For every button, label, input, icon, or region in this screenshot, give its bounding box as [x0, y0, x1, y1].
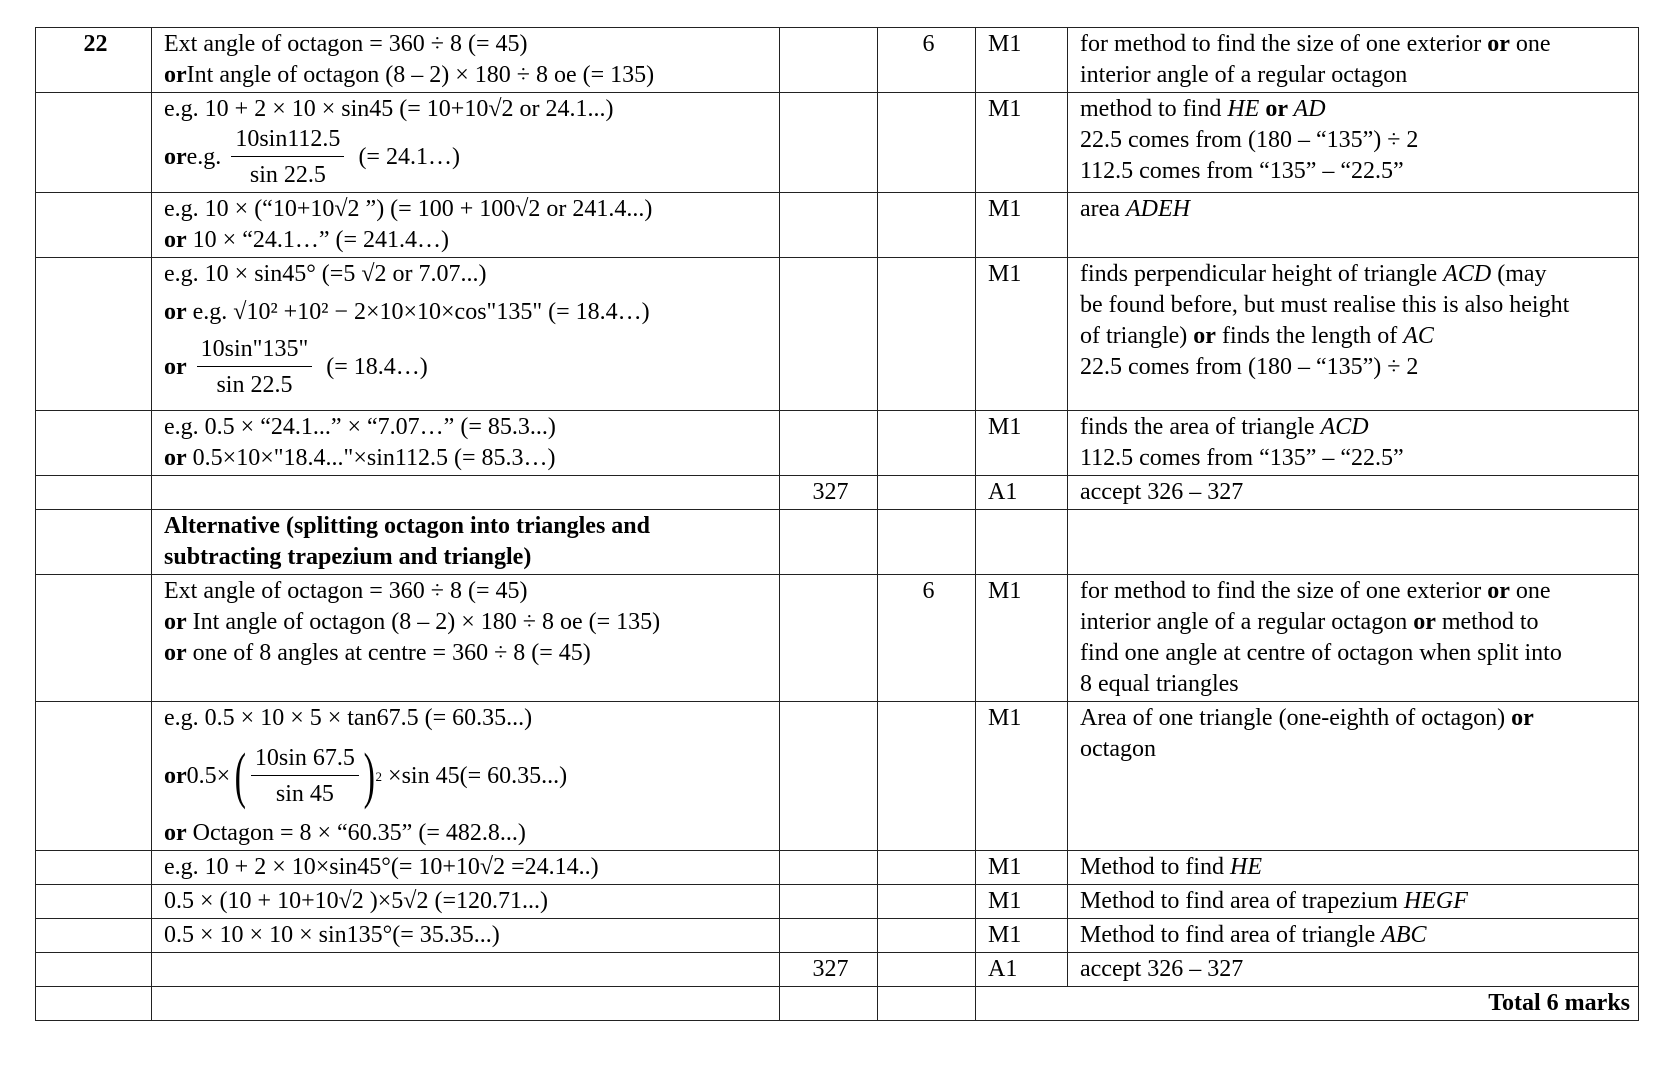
- notes-cell: Method to find HE: [1068, 851, 1639, 885]
- table-row: [36, 851, 1639, 885]
- notes-cell: method to find HE or AD 22.5 comes from (180 – “135”) ÷ 2 112.5 comes from “135” – “22.5”: [1068, 93, 1639, 193]
- mark-code: M1: [976, 193, 1068, 258]
- fraction: $\frac{10\sin 112.5}{\sin 22.5}$: [231, 122, 344, 193]
- table-row: [36, 987, 1639, 1021]
- table-row: [36, 93, 1639, 193]
- mark-code: A1: [976, 953, 1068, 987]
- table-row: [36, 411, 1639, 476]
- working-cell: 0.5 × 10 × 10 × sin135°(= 35.35...): [152, 919, 780, 953]
- working-cell: Ext angle of octagon = 360 ÷ 8 (= 45) orInt angle of octagon (8 – 2) × 180 ÷ 8 oe (= 135): [152, 28, 780, 93]
- working-cell: Ext angle of octagon = 360 ÷ 8 (= 45) or Int angle of octagon (8 – 2) × 180 ÷ 8 oe (= 135) or one of 8 angles at centre = 360 ÷ 8 (= 45): [152, 575, 780, 702]
- answer-cell: [780, 28, 878, 93]
- notes-cell: finds the area of triangle ACD 112.5 comes from “135” – “22.5”: [1068, 411, 1639, 476]
- table-row: [36, 885, 1639, 919]
- table-row: [36, 28, 1639, 93]
- mark-cell: 6: [878, 575, 976, 702]
- mark-code: M1: [976, 258, 1068, 411]
- table-row: [36, 258, 1639, 411]
- working-cell: e.g. 10 + 2 × 10 × sin45 (= 10+10√2 or 24.1...) or e.g. $\frac{10\sin 112.5}{\sin 22.5}$ (= 24.1…): [152, 93, 780, 193]
- total-marks: Total 6 marks: [976, 987, 1639, 1021]
- answer-cell: 327: [780, 953, 878, 987]
- working-cell: e.g. 10 × (“10+10√2 ”) (= 100 + 100√2 or 241.4...) or 10 × “24.1…” (= 241.4…): [152, 193, 780, 258]
- fraction: $\frac{10\sin 67.5}{\sin 45}$: [251, 741, 359, 812]
- table-row: [36, 575, 1639, 702]
- table-row: [36, 193, 1639, 258]
- mark-code: M1: [976, 575, 1068, 702]
- question-number: 22: [36, 28, 152, 93]
- mark-code: M1: [976, 411, 1068, 476]
- notes-cell: Method to find area of triangle ABC: [1068, 919, 1639, 953]
- mark-code: A1: [976, 476, 1068, 510]
- notes-cell: accept 326 – 327: [1068, 476, 1639, 510]
- notes-cell: accept 326 – 327: [1068, 953, 1639, 987]
- mark-scheme-table: [35, 27, 1639, 1021]
- notes-cell: Method to find area of trapezium HEGF: [1068, 885, 1639, 919]
- notes-cell: Area of one triangle (one-eighth of octagon) or octagon: [1068, 702, 1639, 851]
- mark-code: M1: [976, 919, 1068, 953]
- mark-code: M1: [976, 28, 1068, 93]
- notes-cell: finds perpendicular height of triangle ACD (may be found before, but must realise this is also height of triangle) or finds the length of AC 22.5 comes from (180 – “135”) ÷ 2: [1068, 258, 1639, 411]
- mark-code: M1: [976, 93, 1068, 193]
- table-row: [36, 702, 1639, 851]
- working-cell: e.g. 0.5 × “24.1...” × “7.07…” (= 85.3...) or 0.5×10×"18.4..."×sin112.5 (= 85.3…): [152, 411, 780, 476]
- answer-cell: 327: [780, 476, 878, 510]
- notes-cell: for method to find the size of one exterior or one interior angle of a regular octagon: [1068, 28, 1639, 93]
- table-row: [36, 476, 1639, 510]
- table-row: [36, 919, 1639, 953]
- working-cell: e.g. 10 + 2 × 10×sin45°(= 10+10√2 =24.14..): [152, 851, 780, 885]
- working-cell: e.g. 10 × sin45° (=5 √2 or 7.07...) or e.g. √10² +10² − 2×10×10×cos"135" (= 18.4…) or $\frac{10\sin"135"}{\sin 22.5}$ (= 18.4…): [152, 258, 780, 411]
- working-cell: e.g. 0.5 × 10 × 5 × tan67.5 (= 60.35...) or 0.5× ( $\frac{10\sin 67.5}{\sin 45}$ ) 2 ×sin 45(= 60.35...) or Octagon = 8 × “60.35” (= 482.8...): [152, 702, 780, 851]
- fraction: $\frac{10\sin"135"}{\sin 22.5}$: [197, 332, 313, 403]
- mark-code: M1: [976, 851, 1068, 885]
- table-row: [36, 953, 1639, 987]
- alternative-heading: Alternative (splitting octagon into triangles and subtracting trapezium and triangle): [152, 510, 780, 575]
- notes-cell: for method to find the size of one exterior or one interior angle of a regular octagon or method to find one angle at centre of octagon when split into 8 equal triangles: [1068, 575, 1639, 702]
- table-row: [36, 510, 1639, 575]
- mark-code: M1: [976, 885, 1068, 919]
- mark-code: M1: [976, 702, 1068, 851]
- notes-cell: area ADEH: [1068, 193, 1639, 258]
- working-cell: 0.5 × (10 + 10+10√2 )×5√2 (=120.71...): [152, 885, 780, 919]
- mark-cell: 6: [878, 28, 976, 93]
